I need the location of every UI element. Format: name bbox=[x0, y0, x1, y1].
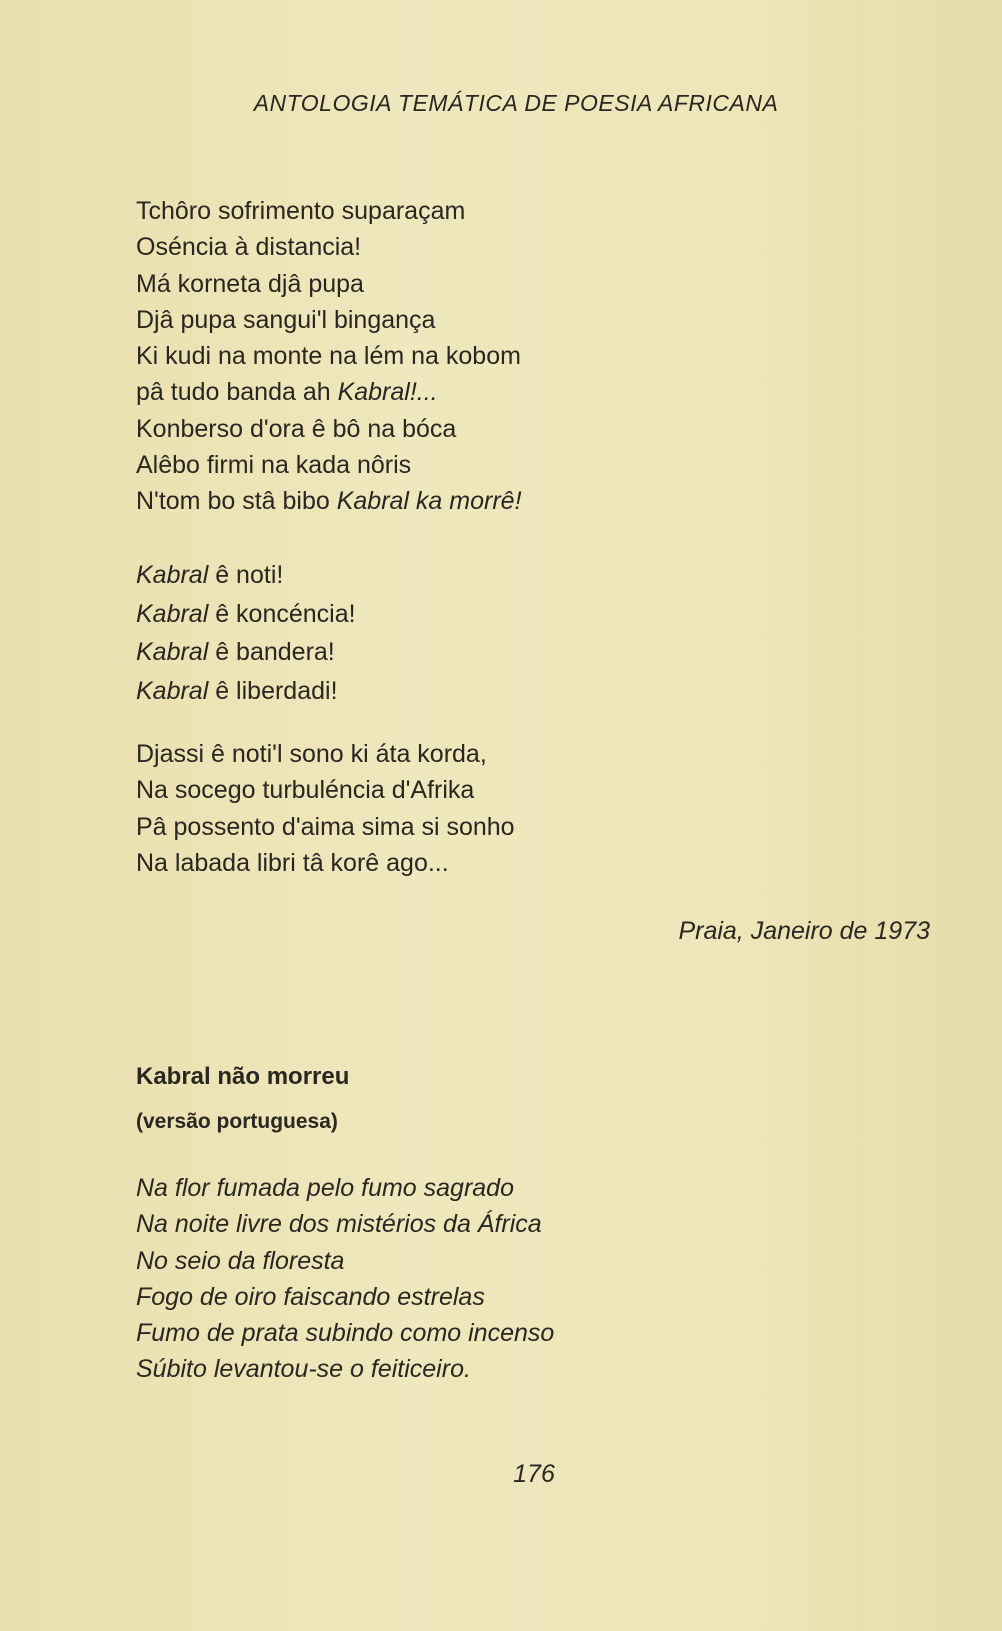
poem-line: Fogo de oiro faiscando estrelas bbox=[136, 1282, 485, 1311]
line-text: ê koncéncia! bbox=[208, 599, 356, 628]
translation-subtitle: (versão portuguesa) bbox=[136, 1110, 338, 1133]
translation-stanza bbox=[136, 1170, 554, 1388]
poem-line: Na socego turbuléncia d'Afrika bbox=[136, 776, 475, 805]
poem-line bbox=[136, 374, 522, 410]
line-text: ê bandera! bbox=[208, 638, 335, 666]
poem-line bbox=[136, 595, 356, 634]
poem-line bbox=[136, 483, 522, 519]
poem-line bbox=[136, 556, 356, 595]
line-text: N'tom bo stâ bibo bbox=[136, 487, 337, 516]
line-text: ê liberdadi! bbox=[208, 676, 338, 705]
emphasis: Kabral bbox=[136, 561, 209, 589]
poem-line: Má korneta djâ pupa bbox=[136, 269, 364, 298]
emphasis: Kabral!... bbox=[337, 378, 438, 407]
poem-line: Konberso d'ora ê bô na bóca bbox=[136, 414, 457, 443]
poem-line: Alêbo firmi na kada nôris bbox=[136, 451, 412, 480]
poem-line: No seio da floresta bbox=[136, 1246, 345, 1275]
poem-line: Na flor fumada pelo fumo sagrado bbox=[136, 1174, 514, 1202]
poem-line bbox=[136, 672, 356, 711]
poem-line: Oséncia à distancia! bbox=[136, 233, 362, 262]
running-header: ANTOLOGIA TEMÁTICA DE POESIA AFRICANA bbox=[253, 90, 779, 116]
poem-line: Na noite livre dos mistérios da África bbox=[136, 1210, 542, 1239]
stanza-3 bbox=[136, 736, 515, 881]
poem-line: Pâ possento d'aima sima si sonho bbox=[136, 812, 515, 841]
stanza-2 bbox=[136, 556, 356, 710]
emphasis: Kabral bbox=[136, 638, 209, 666]
poem-line: Súbito levantou-se o feiticeiro. bbox=[136, 1355, 471, 1384]
poem-line: Djassi ê noti'l sono ki áta korda, bbox=[136, 740, 487, 768]
poem-line: Na labada libri tâ korê ago... bbox=[136, 848, 449, 877]
emphasis: Kabral bbox=[136, 676, 209, 705]
page-number: 176 bbox=[513, 1460, 555, 1488]
translation-title: Kabral não morreu bbox=[136, 1063, 350, 1090]
poem-line bbox=[136, 633, 356, 672]
poem-line: Djâ pupa sangui'l bingança bbox=[136, 305, 436, 334]
emphasis: Kabral ka morrê! bbox=[336, 487, 522, 516]
poem-line: Fumo de prata subindo como incenso bbox=[136, 1319, 555, 1348]
line-text: ê noti! bbox=[208, 561, 284, 589]
emphasis: Kabral bbox=[136, 599, 209, 628]
line-text: pâ tudo banda ah bbox=[136, 378, 338, 407]
dateline: Praia, Janeiro de 1973 bbox=[678, 917, 930, 945]
stanza-1 bbox=[136, 193, 522, 520]
poem-line: Ki kudi na monte na lém na kobom bbox=[136, 342, 521, 371]
poem-line: Tchôro sofrimento suparaçam bbox=[136, 197, 466, 225]
